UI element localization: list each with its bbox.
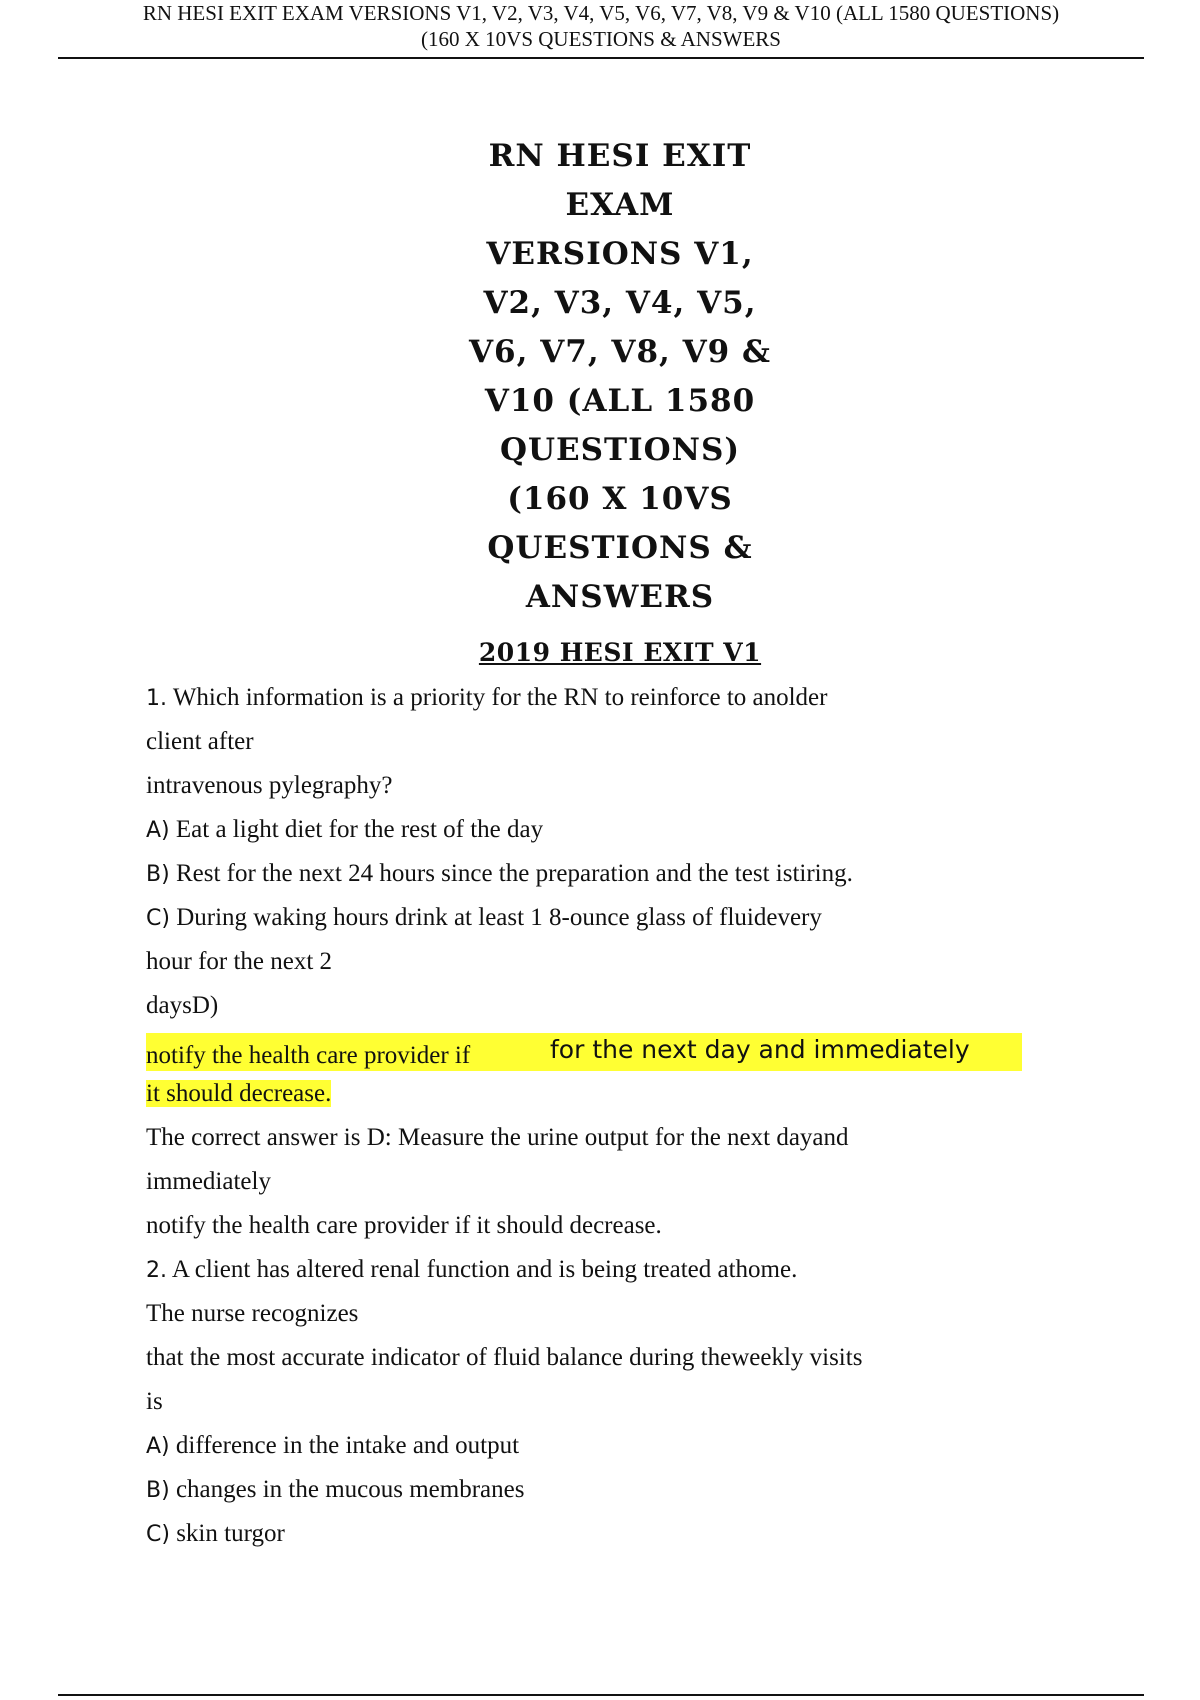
question-text: is [146, 1388, 163, 1415]
title-line: RN HESI EXIT [488, 138, 752, 174]
option-marker: A) [146, 1434, 170, 1459]
title-line: (160 X 10VS [507, 481, 733, 517]
option-a [146, 808, 1046, 852]
title-line: VERSIONS V1, [486, 236, 754, 272]
option-a [146, 1424, 1046, 1468]
highlighted-text: it should decrease. [146, 1080, 332, 1107]
highlighted-text: for the next day and immediately [550, 1035, 970, 1064]
footer-divider [58, 1694, 1144, 1696]
option-b [146, 1468, 1046, 1512]
rationale-text: The correct answer is D: Measure the urine output for the next dayand [146, 1124, 849, 1151]
running-header [58, 0, 1144, 52]
question-number: 1. [146, 686, 167, 711]
option-text: Rest for the next 24 hours since the preparation and the test istiring. [175, 860, 853, 887]
option-d-marker: daysD) [146, 992, 219, 1019]
question-text: intravenous pylegraphy? [146, 772, 393, 799]
option-text: During waking hours drink at least 1 8-ounce glass of fluidevery [176, 904, 822, 931]
option-text: hour for the next 2 [146, 948, 333, 975]
question-1-line [146, 676, 1046, 720]
option-text: skin turgor [176, 1520, 285, 1547]
highlighted-correct-answer [146, 1028, 1046, 1116]
rationale-text: notify the health care provider if it should decrease. [146, 1212, 662, 1239]
question-number: 2. [146, 1258, 167, 1283]
title-line: QUESTIONS) [499, 432, 741, 468]
question-2-line [146, 1248, 1046, 1292]
question-text: client after [146, 728, 254, 755]
title-line: EXAM [565, 187, 675, 223]
title-line: V6, V7, V8, V9 & [468, 334, 772, 370]
option-marker: B) [146, 862, 170, 887]
running-header-line2: (160 X 10VS QUESTIONS & ANSWERS [421, 27, 781, 51]
header-divider [58, 57, 1144, 59]
question-text: that the most accurate indicator of fluid balance during theweekly visits [146, 1344, 863, 1371]
title-line: QUESTIONS & [487, 530, 753, 566]
title-line: V2, V3, V4, V5, [483, 285, 757, 321]
option-text: Eat a light diet for the rest of the day [175, 816, 544, 843]
highlighted-text: notify the health care provider if [146, 1042, 471, 1069]
option-c [146, 896, 1046, 940]
title-line: ANSWERS [525, 579, 715, 615]
section-heading: 2019 HESI EXIT V1 [478, 638, 762, 667]
option-marker: B) [146, 1478, 170, 1503]
option-marker: C) [146, 906, 170, 931]
question-text: A client has altered renal function and is being treated athome. [171, 1256, 798, 1283]
question-text: The nurse recognizes [146, 1300, 359, 1327]
option-text: changes in the mucous membranes [175, 1476, 525, 1503]
option-c [146, 1512, 1046, 1556]
option-b [146, 852, 1046, 896]
option-marker: C) [146, 1522, 170, 1547]
option-marker: A) [146, 818, 170, 843]
document-body [146, 676, 1046, 1556]
running-header-line1: RN HESI EXIT EXAM VERSIONS V1, V2, V3, V4, V5, V6, V7, V8, V9 & V10 (ALL 1580 QUESTIONS) [142, 1, 1060, 25]
title-line: V10 (ALL 1580 [484, 383, 756, 419]
document-title [420, 132, 820, 622]
option-text: difference in the intake and output [175, 1432, 520, 1459]
question-text: Which information is a priority for the RN to reinforce to anolder [172, 684, 828, 711]
rationale-text: immediately [146, 1168, 271, 1195]
